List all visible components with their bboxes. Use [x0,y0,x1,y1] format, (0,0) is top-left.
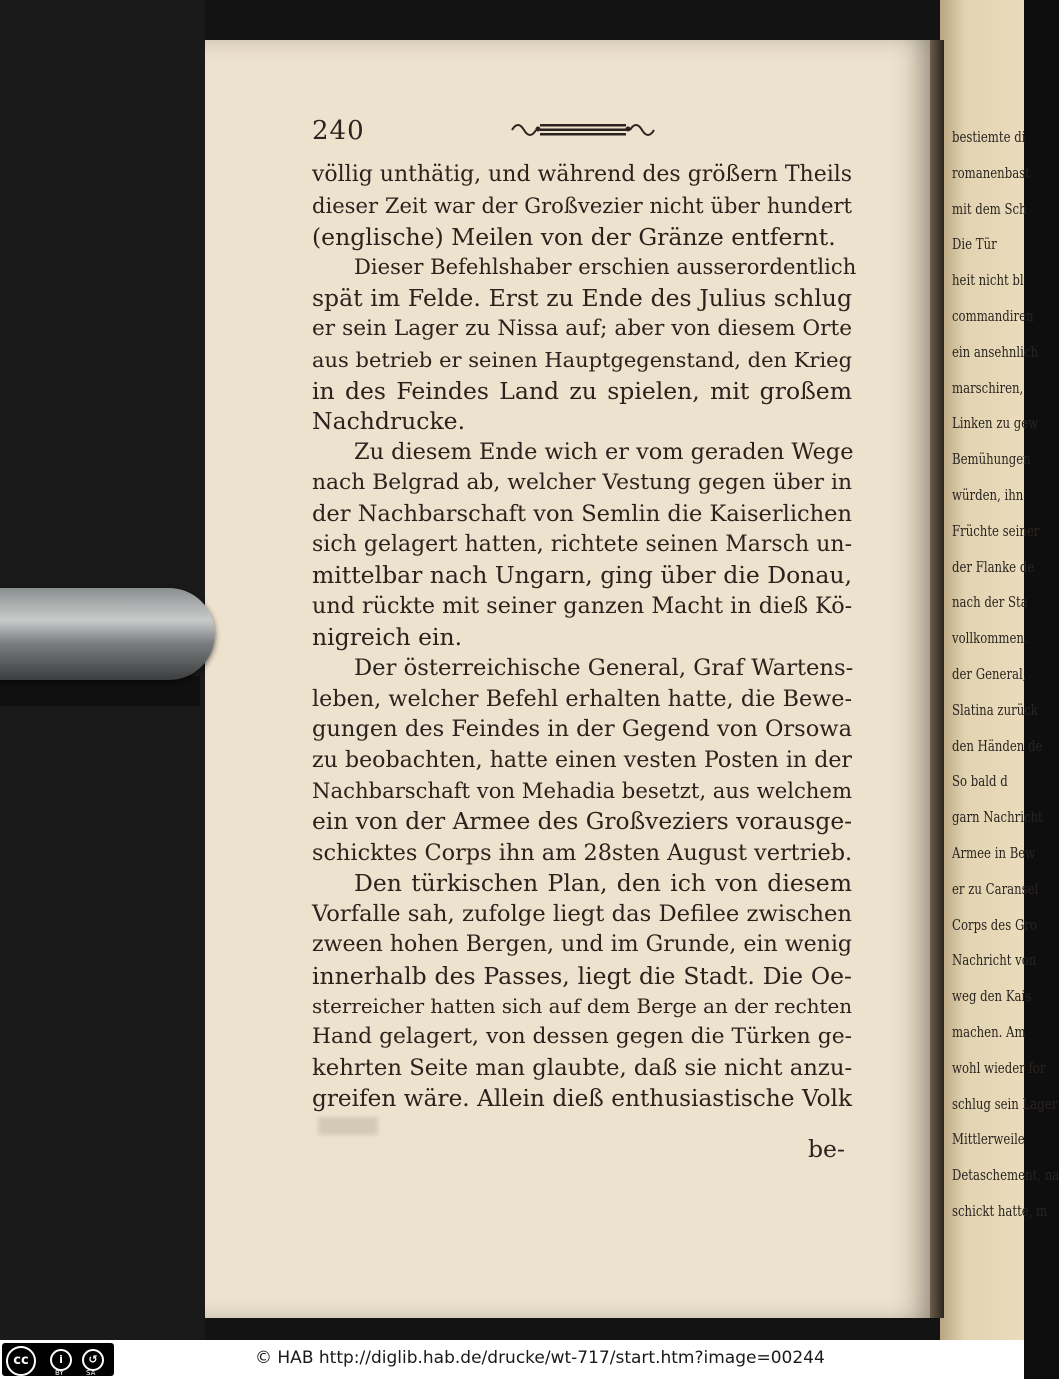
facing-line: Slatina zurück [952,700,1038,719]
glass-weight [0,588,215,680]
facing-line: schlug sein Lager [952,1094,1058,1113]
text-line: völlig unthätig, und während des größern Theils [312,162,853,187]
facing-line: heit nicht bl [952,271,1024,290]
footer-bar [0,1340,1024,1379]
by-label: BY [55,1369,64,1377]
text-line: nach Belgrad ab, welcher Vestung gegen über in [312,469,852,495]
text-line: ein von der Armee des Großveziers vorausge- [312,807,852,835]
facing-line: romanenbast [952,163,1030,182]
text-line: er sein Lager zu Nissa auf; aber von diesem Orte [312,315,852,341]
facing-line: Die Tür [952,235,997,254]
text-line: Nachbarschaft von Mehadia besetzt, aus welchem [312,777,852,803]
text-line: mittelbar nach Ungarn, ging über die Donau, [312,561,852,590]
text-line: (englische) Meilen von der Gränze entfernt. [312,222,836,251]
text-line: Der österreichische General, Graf Wartens- [354,654,854,681]
text-line: innerhalb des Passes, liegt die Stadt. Die Oe- [312,961,852,990]
facing-line: Früchte seiner [952,521,1040,540]
cc-icon: cc [6,1346,36,1376]
page-gutter [930,40,944,1318]
text-line: aus betrieb er seinen Hauptgegenstand, den Krieg [312,347,852,372]
glass-weight-shadow [0,676,200,706]
text-line: Nachdrucke. [312,407,466,436]
facing-line: marschiren, [952,378,1024,397]
by-icon: i [50,1349,72,1371]
text-line: Den türkischen Plan, den ich von diesem [354,869,852,898]
text-line: sterreicher hatten sich auf dem Berge an der rechten [312,994,852,1018]
text-line: Zu diesem Ende wich er vom geraden Wege [354,439,854,466]
facing-line: den Händen de [952,736,1043,755]
facing-line: Bemühungen [952,450,1031,469]
facing-line: So bald d [952,772,1008,791]
facing-line: der Flanke de [952,557,1035,576]
text-line: zween hohen Bergen, und im Grunde, ein wenig [312,931,852,957]
facing-page-text [952,120,1059,1230]
ink-bleed [318,1117,378,1135]
text-line: sich gelagert hatten, richtete seinen Marsch un- [312,531,852,557]
text-line: Vorfalle sah, zufolge liegt das Defilee zwischen [312,901,852,928]
facing-line: ein ansehnlich [952,342,1039,361]
facing-line: Mittlerweile [952,1130,1025,1149]
facing-line: Corps des Gro [952,915,1037,934]
facing-line: machen. Am [952,1022,1026,1041]
text-line: Dieser Befehlshaber erschien ausserordentlich [354,254,857,280]
facing-line: würden, ihn [952,485,1024,504]
facing-line: nach der Sta [952,593,1028,612]
text-line: und rückte mit seiner ganzen Macht in dieß Kö- [312,593,853,620]
text-line: gungen des Feindes in der Gegend von Orsowa [312,716,852,743]
cc-license-badge[interactable] [2,1343,114,1376]
facing-line: mit dem Sch [952,199,1027,218]
text-line: in des Feindes Land zu spielen, mit großem [312,376,852,405]
catchword: be- [808,1135,845,1163]
facing-line: schickt hatte, in [952,1201,1048,1220]
body-text [312,160,857,1115]
facing-line: Detaschement, na [952,1166,1059,1185]
text-line: Hand gelagert, von dessen gegen die Türken ge- [312,1024,852,1050]
facing-line: commandiren [952,306,1034,325]
sa-label: SA [86,1369,96,1377]
facing-line: wohl wieder for [952,1058,1046,1077]
ornament-icon [508,118,658,140]
text-line: leben, welcher Befehl erhalten hatte, die Bewe- [312,685,852,712]
credit-link[interactable]: © HAB http://diglib.hab.de/drucke/wt-717/start.htm?image=00244 [255,1348,825,1368]
page-number: 240 [312,116,365,146]
text-line: der Nachbarschaft von Semlin die Kaiserlichen [312,500,852,527]
text-line: spät im Felde. Erst zu Ende des Julius schlug [312,284,852,313]
facing-line: er zu Caransel [952,879,1039,898]
text-line: dieser Zeit war der Großvezier nicht über hundert [312,192,852,218]
page-header [312,116,852,150]
text-line: schicktes Corps ihn am 28sten August vertrieb. [312,839,853,866]
facing-line: der General, [952,664,1027,683]
facing-line: Nachricht von [952,951,1037,970]
facing-line: vollkommen. [952,629,1028,648]
facing-line: Armee in Bew [952,843,1036,862]
facing-line: weg den Kais [952,987,1032,1006]
text-line: nigreich ein. [312,622,463,651]
sa-icon: ↺ [82,1349,104,1371]
facing-line: garn Nachricht [952,808,1043,827]
text-line: zu beobachten, hatte einen vesten Posten in der [312,747,852,774]
facing-line: bestiemte di [952,128,1026,146]
text-line: kehrten Seite man glaubte, daß sie nicht anzu- [312,1055,853,1082]
text-line: greifen wäre. Allein dieß enthusiastische Volk [312,1084,852,1112]
facing-line: Linken zu gew [952,414,1039,433]
